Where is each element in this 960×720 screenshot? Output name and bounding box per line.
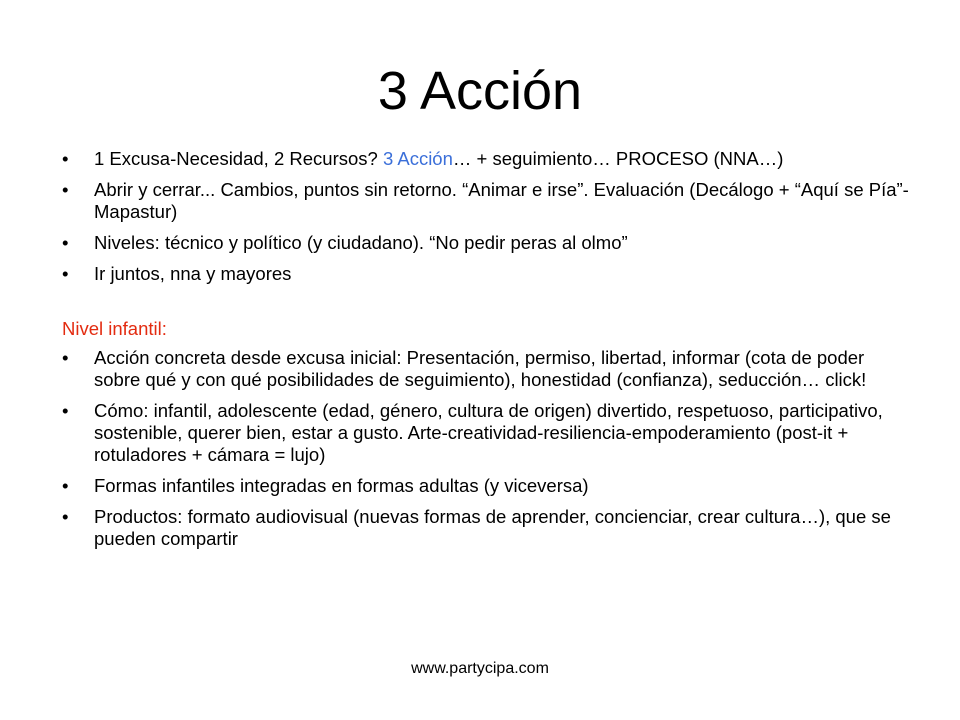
bullet-icon: •: [62, 179, 69, 200]
bullet-icon: •: [62, 263, 69, 284]
item-text: Formas infantiles integradas en formas adultas (y viceversa): [94, 475, 589, 496]
list-item: [62, 263, 912, 285]
list-item: [62, 506, 912, 550]
bullet-icon: •: [62, 475, 69, 496]
list-item: [62, 179, 912, 223]
item-text: Abrir y cerrar... Cambios, puntos sin retorno. “Animar e irse”. Evaluación (Decálogo + “Aquí se Pía”-Mapastur): [94, 179, 909, 222]
highlighted-text: 3 Acción: [382, 148, 453, 169]
item-text: … + seguimiento… PROCESO (NNA…): [452, 148, 784, 169]
slide-title: 3 Acción: [377, 61, 583, 121]
section-heading: Nivel infantil:: [62, 318, 167, 339]
spacer: [62, 294, 912, 318]
slide-body: [62, 148, 912, 559]
bullet-list-nivel-infantil: [62, 347, 912, 550]
list-item: [62, 232, 912, 254]
item-text: Niveles: técnico y político (y ciudadano). “No pedir peras al olmo”: [94, 232, 628, 253]
list-item: [62, 400, 912, 466]
item-text: Ir juntos, nna y mayores: [94, 263, 292, 284]
list-item: [62, 347, 912, 391]
bullet-icon: •: [62, 400, 69, 421]
item-text: Cómo: infantil, adolescente (edad, género, cultura de origen) divertido, respetuoso, participativo, sostenible, querer bien, estar a gusto. Arte-creatividad-resiliencia-empoderamiento (post-it + rotuladores + cámara = lujo): [94, 400, 883, 465]
list-item: [62, 148, 912, 170]
bullet-icon: •: [62, 148, 69, 169]
item-text: Acción concreta desde excusa inicial: Presentación, permiso, libertad, informar (cota de poder sobre qué y con qué posibilidades de seguimiento), honestidad (confianza), seducción… click!: [94, 347, 867, 390]
item-text: Productos: formato audiovisual (nuevas formas de aprender, concienciar, crear cultura…), que se pueden compartir: [94, 506, 891, 549]
bullet-icon: •: [62, 232, 69, 253]
bullet-list-general: [62, 148, 912, 285]
item-text: 1 Excusa-Necesidad, 2 Recursos?: [94, 148, 383, 169]
list-item: [62, 475, 912, 497]
bullet-icon: •: [62, 506, 69, 527]
footer-url: www.partycipa.com: [411, 660, 549, 677]
bullet-icon: •: [62, 347, 69, 368]
